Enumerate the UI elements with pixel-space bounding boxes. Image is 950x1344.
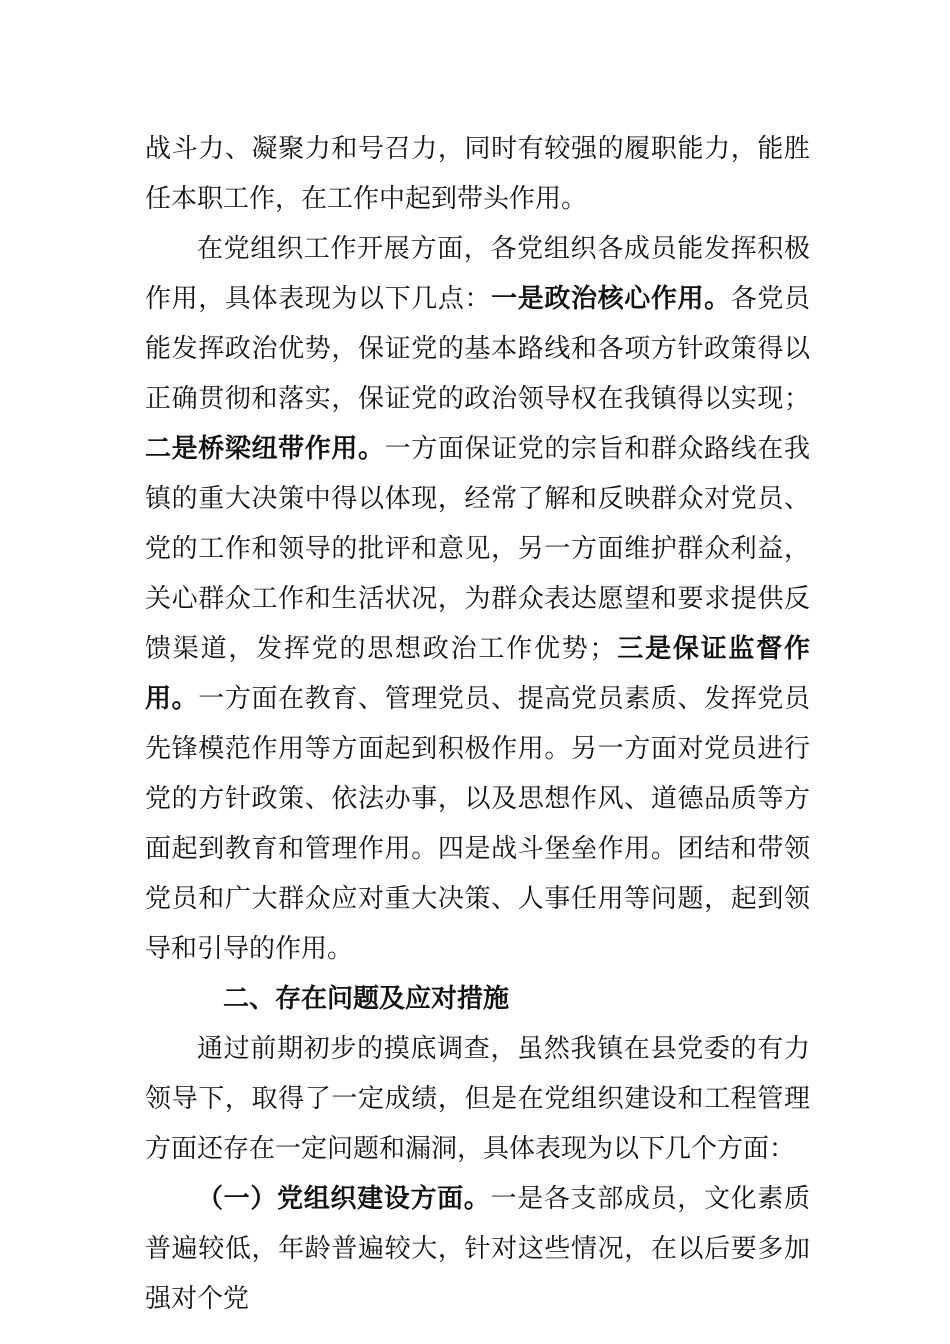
text-run: 在党组织工作开展方面，各党组织各成员能发挥积极作用，具体表现为以下几点： [145,234,810,314]
text-run: 战斗力、凝聚力和号召力，同时有较强的履职能力，能胜任本职工作，在工作中起到带头作用。 [145,134,810,214]
paragraph-problems-intro [145,1024,810,1174]
text-run: 一是各支部成员，文化素质普遍较低，年龄普遍较大，针对这些情况，在以后要多加强对个党 [145,1184,810,1314]
bold-run-subheading: （一）党组织建设方面。 [197,1184,491,1214]
text-run: 各党员能发挥政治优势，保证党的基本路线和各项方针政策得以正确贯彻和落实，保证党的政治领导权在我镇得以实现； [145,284,810,414]
text-run: 一方面保证党的宗旨和群众路线在我镇的重大决策中得以体现，经常了解和反映群众对党员、党的工作和领导的批评和意见，另一方面维护群众利益，关心群众工作和生活状况，为群众表达愿望和要求提供反馈渠道，发挥党的思想政治工作优势； [145,434,810,664]
bold-run-bridge: 二是桥梁纽带作用。 [145,434,385,464]
paragraph-continuation [145,124,810,224]
section-heading [145,974,810,1024]
document-body [145,124,810,1324]
bold-run-supervision: 三是保证监督作用。 [145,634,810,714]
bold-run-political-core: 一是政治核心作用。 [491,284,731,314]
paragraph-org-building [145,1174,810,1324]
text-run: 通过前期初步的摸底调查，虽然我镇在县党委的有力领导下，取得了一定成绩，但是在党组织建设和工程管理方面还存在一定问题和漏洞，具体表现为以下几个方面： [145,1034,810,1164]
heading-text: 二、存在问题及应对措施 [223,984,510,1014]
paragraph-party-roles [145,224,810,974]
text-run: 一方面在教育、管理党员、提高党员素质、发挥党员先锋模范作用等方面起到积极作用。另一方面对党员进行党的方针政策、依法办事，以及思想作风、道德品质等方面起到教育和管理作用。四是战斗堡垒作用。团结和带领党员和广大群众应对重大决策、人事任用等问题，起到领导和引导的作用。 [145,684,810,964]
